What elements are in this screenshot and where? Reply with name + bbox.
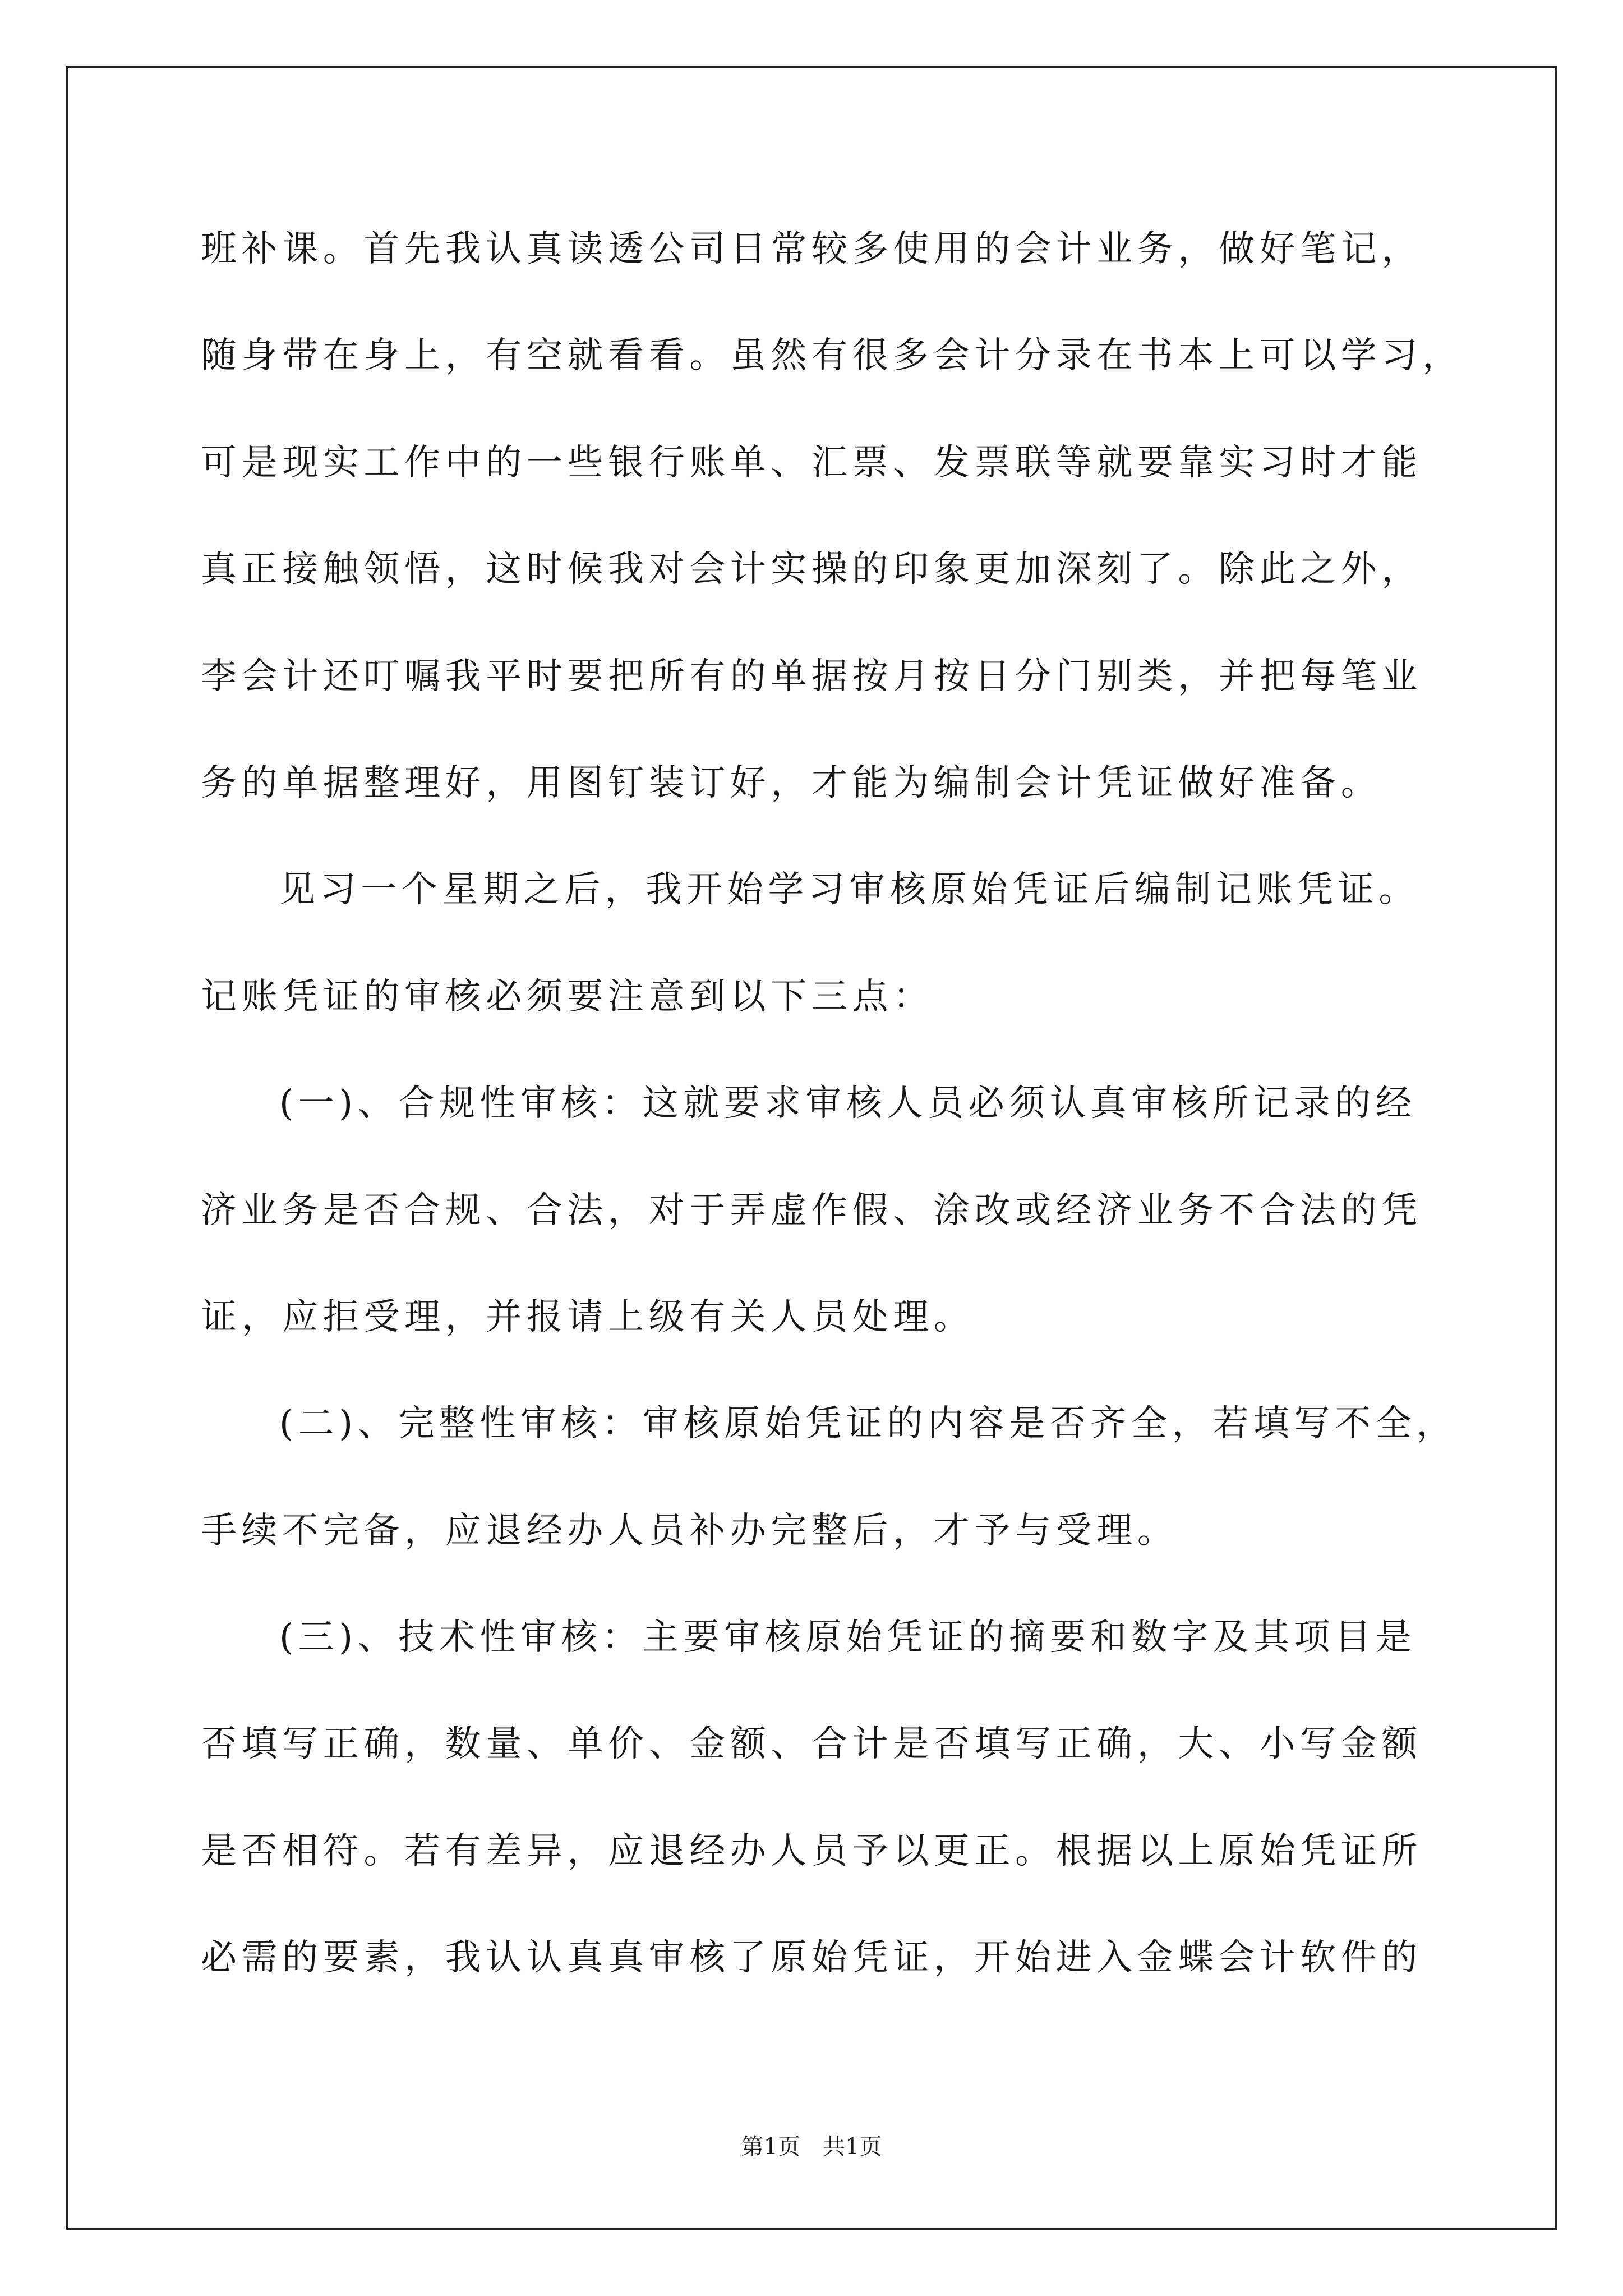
paragraph xyxy=(201,196,1491,836)
text-line: 必需的要素，我认认真真审核了原始凭证，开始进入金蝶会计软件的 xyxy=(201,1937,1422,1979)
text-line: (一)、合规性审核：这就要求审核人员必须认真审核所记录的经 xyxy=(279,1083,1417,1125)
text-line: 见习一个星期之后，我开始学习审核原始凭证后编制记账凭证。 xyxy=(279,869,1419,911)
text-line: 是否相符。若有差异，应退经办人员予以更正。根据以上原始凭证所 xyxy=(201,1830,1422,1872)
text-line: 手续不完备，应退经办人员补办完整后，才予与受理。 xyxy=(201,1510,1178,1552)
paragraph xyxy=(201,1050,1491,1370)
text-line: 记账凭证的审核必须要注意到以下三点： xyxy=(201,976,934,1018)
text-line: (二)、完整性审核：审核原始凭证的内容是否齐全，若填写不全， xyxy=(279,1403,1457,1445)
text-line: 证，应拒受理，并报请上级有关人员处理。 xyxy=(201,1296,975,1338)
text-line: 李会计还叮嘱我平时要把所有的单据按月按日分门别类，并把每笔业 xyxy=(201,655,1422,697)
text-line: 真正接触领悟，这时候我对会计实操的印象更加深刻了。除此之外， xyxy=(201,549,1422,591)
text-line: 务的单据整理好，用图钉装订好，才能为编制会计凭证做好准备。 xyxy=(201,762,1382,804)
text-line: 可是现实工作中的一些银行账单、汇票、发票联等就要靠实习时才能 xyxy=(201,441,1422,484)
text-line: (三)、技术性审核：主要审核原始凭证的摘要和数字及其项目是 xyxy=(279,1617,1417,1659)
text-line: 班补课。首先我认真读透公司日常较多使用的会计业务，做好笔记， xyxy=(201,228,1422,270)
paragraph xyxy=(201,1584,1491,2012)
text-line: 随身带在身上，有空就看看。虽然有很多会计分录在书本上可以学习， xyxy=(201,335,1463,377)
page-number-footer: 第1页 共1页 xyxy=(741,2134,882,2160)
paragraph xyxy=(201,1370,1491,1584)
paragraph xyxy=(201,836,1491,1050)
document-body xyxy=(201,196,1491,2012)
text-line: 济业务是否合规、合法，对于弄虚作假、涂改或经济业务不合法的凭 xyxy=(201,1189,1422,1231)
text-line: 否填写正确，数量、单价、金额、合计是否填写正确，大、小写金额 xyxy=(201,1723,1422,1765)
